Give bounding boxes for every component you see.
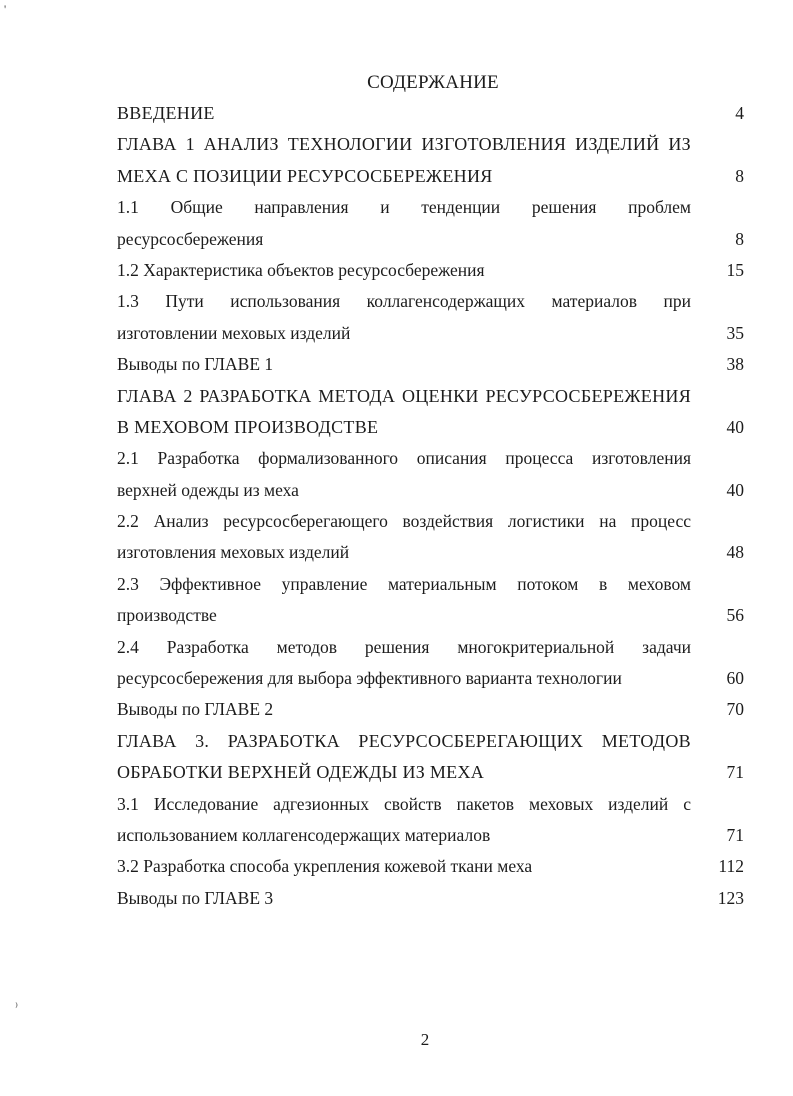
toc-page-number: 112 bbox=[718, 856, 744, 877]
toc-entry-text: 2.2 Анализ ресурсосберегающего воздействия логистики на процесс bbox=[117, 511, 691, 532]
toc-page-number: 48 bbox=[726, 542, 744, 563]
toc-entry-line bbox=[117, 537, 744, 568]
toc-entry-line bbox=[117, 381, 744, 412]
toc-page-number: 71 bbox=[726, 762, 744, 783]
toc-entry-line bbox=[117, 412, 744, 443]
toc-entry-line bbox=[117, 663, 744, 694]
toc-entry-line bbox=[117, 318, 744, 349]
toc-entry-text: ресурсосбережения bbox=[117, 228, 264, 249]
toc-entry-text: Выводы по ГЛАВЕ 2 bbox=[117, 699, 274, 720]
toc-entry-line bbox=[117, 694, 744, 725]
page-number: 2 bbox=[420, 1030, 430, 1049]
toc-entry-line bbox=[117, 224, 744, 255]
toc-entry-line bbox=[117, 851, 744, 882]
toc-page-number: 40 bbox=[726, 479, 744, 500]
toc-entry-text: 3.1 Исследование адгезионных свойств пакетов меховых изделий с bbox=[117, 793, 691, 814]
toc-entry-text: изготовлении меховых изделий bbox=[117, 322, 351, 343]
toc-entry-text: 2.3 Эффективное управление материальным потоком в меховом bbox=[117, 573, 691, 594]
toc-page-number: 123 bbox=[717, 887, 744, 908]
toc-page-number: 8 bbox=[735, 165, 744, 186]
toc-page-number: 8 bbox=[735, 228, 744, 249]
toc-entry-line bbox=[117, 475, 744, 506]
table-of-contents bbox=[117, 98, 744, 914]
toc-page-number: 60 bbox=[726, 668, 744, 689]
toc-page-number: 56 bbox=[726, 605, 744, 626]
toc-entry-text: производстве bbox=[117, 605, 217, 626]
toc-page-number: 4 bbox=[735, 103, 744, 123]
toc-heading: СОДЕРЖАНИЕ bbox=[367, 72, 499, 93]
toc-entry-text: ВВЕДЕНИЕ bbox=[117, 103, 215, 123]
toc-entry-text: ресурсосбережения для выбора эффективного варианта технологии bbox=[117, 668, 622, 689]
toc-page-number: 70 bbox=[726, 699, 744, 720]
toc-entry-text: изготовления меховых изделий bbox=[117, 542, 350, 563]
toc-entry-line bbox=[117, 726, 744, 757]
toc-entry-line bbox=[117, 98, 744, 129]
toc-entry-text: ГЛАВА 3. РАЗРАБОТКА РЕСУРСОСБЕРЕГАЮЩИХ МЕТОДОВ bbox=[117, 730, 691, 751]
toc-entry-text: верхней одежды из меха bbox=[117, 479, 299, 500]
toc-entry-text: 3.2 Разработка способа укрепления кожевой ткани меха bbox=[117, 856, 533, 877]
toc-entry-text: В МЕХОВОМ ПРОИЗВОДСТВЕ bbox=[117, 416, 379, 437]
toc-entry-line bbox=[117, 569, 744, 600]
toc-entry-text: ОБРАБОТКИ ВЕРХНЕЙ ОДЕЖДЫ ИЗ МЕХА bbox=[117, 762, 485, 783]
toc-entry-line bbox=[117, 789, 744, 820]
toc-entry-text: ГЛАВА 1 АНАЛИЗ ТЕХНОЛОГИИ ИЗГОТОВЛЕНИЯ ИЗДЕЛИЙ ИЗ bbox=[117, 134, 691, 155]
toc-entry-line bbox=[117, 757, 744, 788]
toc-entry-line bbox=[117, 506, 744, 537]
toc-entry-text: 1.3 Пути использования коллагенсодержащих материалов при bbox=[117, 291, 691, 312]
toc-entry-text: ГЛАВА 2 РАЗРАБОТКА МЕТОДА ОЦЕНКИ РЕСУРСОСБЕРЕЖЕНИЯ bbox=[117, 385, 691, 406]
toc-entry-text: 2.4 Разработка методов решения многокритериальной задачи bbox=[117, 636, 691, 657]
toc-entry-text: Выводы по ГЛАВЕ 3 bbox=[117, 887, 274, 908]
toc-entry-line bbox=[117, 443, 744, 474]
toc-entry-text: использованием коллагенсодержащих материалов bbox=[117, 824, 491, 845]
toc-entry-line bbox=[117, 600, 744, 631]
toc-entry-line bbox=[117, 129, 744, 160]
toc-page-number: 35 bbox=[726, 322, 744, 343]
toc-entry-text: 1.1 Общие направления и тенденции решения проблем bbox=[117, 197, 691, 218]
toc-entry-line bbox=[117, 883, 744, 914]
toc-entry-line bbox=[117, 255, 744, 286]
toc-page-number: 71 bbox=[726, 824, 744, 845]
toc-page-number: 38 bbox=[726, 354, 744, 375]
toc-entry-text: Выводы по ГЛАВЕ 1 bbox=[117, 354, 274, 375]
toc-entry-text: 1.2 Характеристика объектов ресурсосбережения bbox=[117, 259, 485, 280]
toc-entry-line bbox=[117, 192, 744, 223]
toc-entry-line bbox=[117, 820, 744, 851]
toc-entry-text: МЕХА С ПОЗИЦИИ РЕСУРСОСБЕРЕЖЕНИЯ bbox=[117, 165, 493, 186]
scan-mark: ' bbox=[4, 2, 7, 16]
toc-page-number: 40 bbox=[726, 416, 744, 437]
toc-page-number: 15 bbox=[726, 259, 744, 280]
toc-entry-line bbox=[117, 161, 744, 192]
toc-entry-text: 2.1 Разработка формализованного описания процесса изготовления bbox=[117, 448, 691, 469]
toc-entry-line bbox=[117, 286, 744, 317]
toc-entry-line bbox=[117, 349, 744, 380]
scan-mark: ⁾ bbox=[15, 1000, 18, 1014]
toc-entry-line bbox=[117, 632, 744, 663]
